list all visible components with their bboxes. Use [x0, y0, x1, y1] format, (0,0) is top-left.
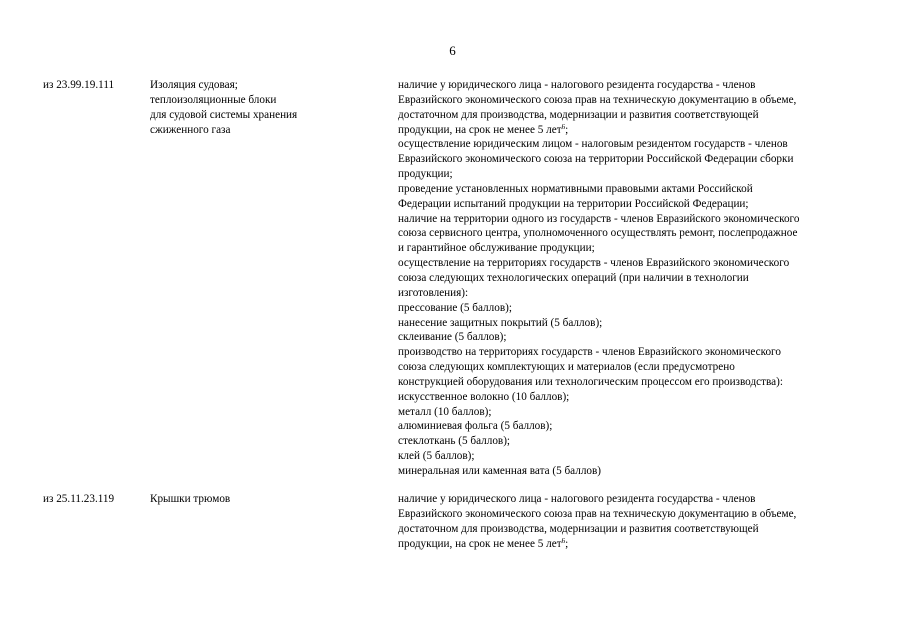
condition-line: Евразийского экономического союза прав на техническую документацию в объеме,	[398, 93, 797, 106]
condition-punctuation: ;	[565, 123, 569, 136]
condition-line: Евразийского экономического союза на территории Российской Федерации сборки	[398, 153, 794, 166]
condition-line: нанесение защитных покрытий (5 баллов);	[398, 316, 603, 329]
condition-line: металл (10 баллов);	[398, 405, 492, 418]
condition-line: Федерации испытаний продукции на территории Российской Федерации;	[398, 197, 749, 210]
product-name-line: сжиженного газа	[150, 123, 231, 136]
page-number: 6	[449, 43, 456, 58]
condition-line: союза следующих технологических операций (при наличии в технологии	[398, 271, 749, 284]
condition-line: искусственное волокно (10 баллов);	[398, 390, 570, 403]
condition-line: достаточном для производства, модернизации и развития соответствующей	[398, 108, 759, 121]
condition-line: прессование (5 баллов);	[398, 301, 512, 314]
condition-line: осуществление на территориях государств - членов Евразийского экономического	[398, 257, 790, 270]
product-name-line: Изоляция судовая;	[150, 79, 238, 91]
condition-line: конструкцией оборудования или технологическим процессом его производства):	[398, 375, 783, 388]
product-code: из 23.99.19.111	[43, 79, 115, 91]
condition-text: продукции, на срок не менее 5 лет	[398, 537, 562, 550]
product-name-line: теплоизоляционные блоки	[150, 93, 277, 106]
footnote-mark: 6	[561, 122, 566, 131]
condition-line: изготовления):	[398, 286, 469, 299]
condition-line: продукции;	[398, 168, 453, 181]
condition-line: стеклоткань (5 баллов);	[398, 435, 511, 448]
condition-line: и гарантийное обслуживание продукции;	[398, 242, 595, 255]
condition-line: проведение установленных нормативными правовыми актами Российской	[398, 182, 753, 195]
product-name	[150, 78, 297, 137]
conditions	[398, 78, 799, 479]
condition-line: наличие у юридического лица - налогового резидента государства - членов	[398, 79, 756, 91]
product-name-line: для судовой системы хранения	[150, 108, 298, 121]
condition-line: осуществление юридическим лицом - налоговым резидентом государств - членов	[398, 138, 788, 151]
condition-line: наличие у юридического лица - налогового резидента государства - членов	[398, 493, 756, 505]
condition-line: наличие на территории одного из государств - членов Евразийского экономического	[398, 212, 800, 225]
footnote-mark: 6	[561, 536, 566, 545]
condition-line: союза следующих комплектующих и материалов (если предусмотрено	[398, 361, 735, 374]
product-name-line: Крышки трюмов	[150, 493, 231, 505]
condition-line: достаточном для производства, модернизации и развития соответствующей	[398, 522, 759, 535]
condition-line: склеивание (5 баллов);	[398, 331, 507, 344]
condition-line-with-footnote	[398, 123, 799, 138]
condition-line: клей (5 баллов);	[398, 450, 475, 463]
condition-text: продукции, на срок не менее 5 лет	[398, 123, 562, 136]
product-name	[150, 492, 230, 507]
condition-punctuation: ;	[565, 537, 569, 550]
condition-line: алюминиевая фольга (5 баллов);	[398, 420, 553, 433]
condition-line: Евразийского экономического союза прав на техническую документацию в объеме,	[398, 507, 797, 520]
condition-line: производство на территориях государств - членов Евразийского экономического	[398, 346, 781, 359]
condition-line: минеральная или каменная вата (5 баллов)	[398, 464, 602, 477]
product-code: из 25.11.23.119	[43, 493, 115, 505]
condition-line: союза сервисного центра, уполномоченного осуществлять ремонт, послепродажное	[398, 227, 798, 240]
conditions	[398, 492, 796, 551]
condition-line-with-footnote	[398, 537, 796, 552]
